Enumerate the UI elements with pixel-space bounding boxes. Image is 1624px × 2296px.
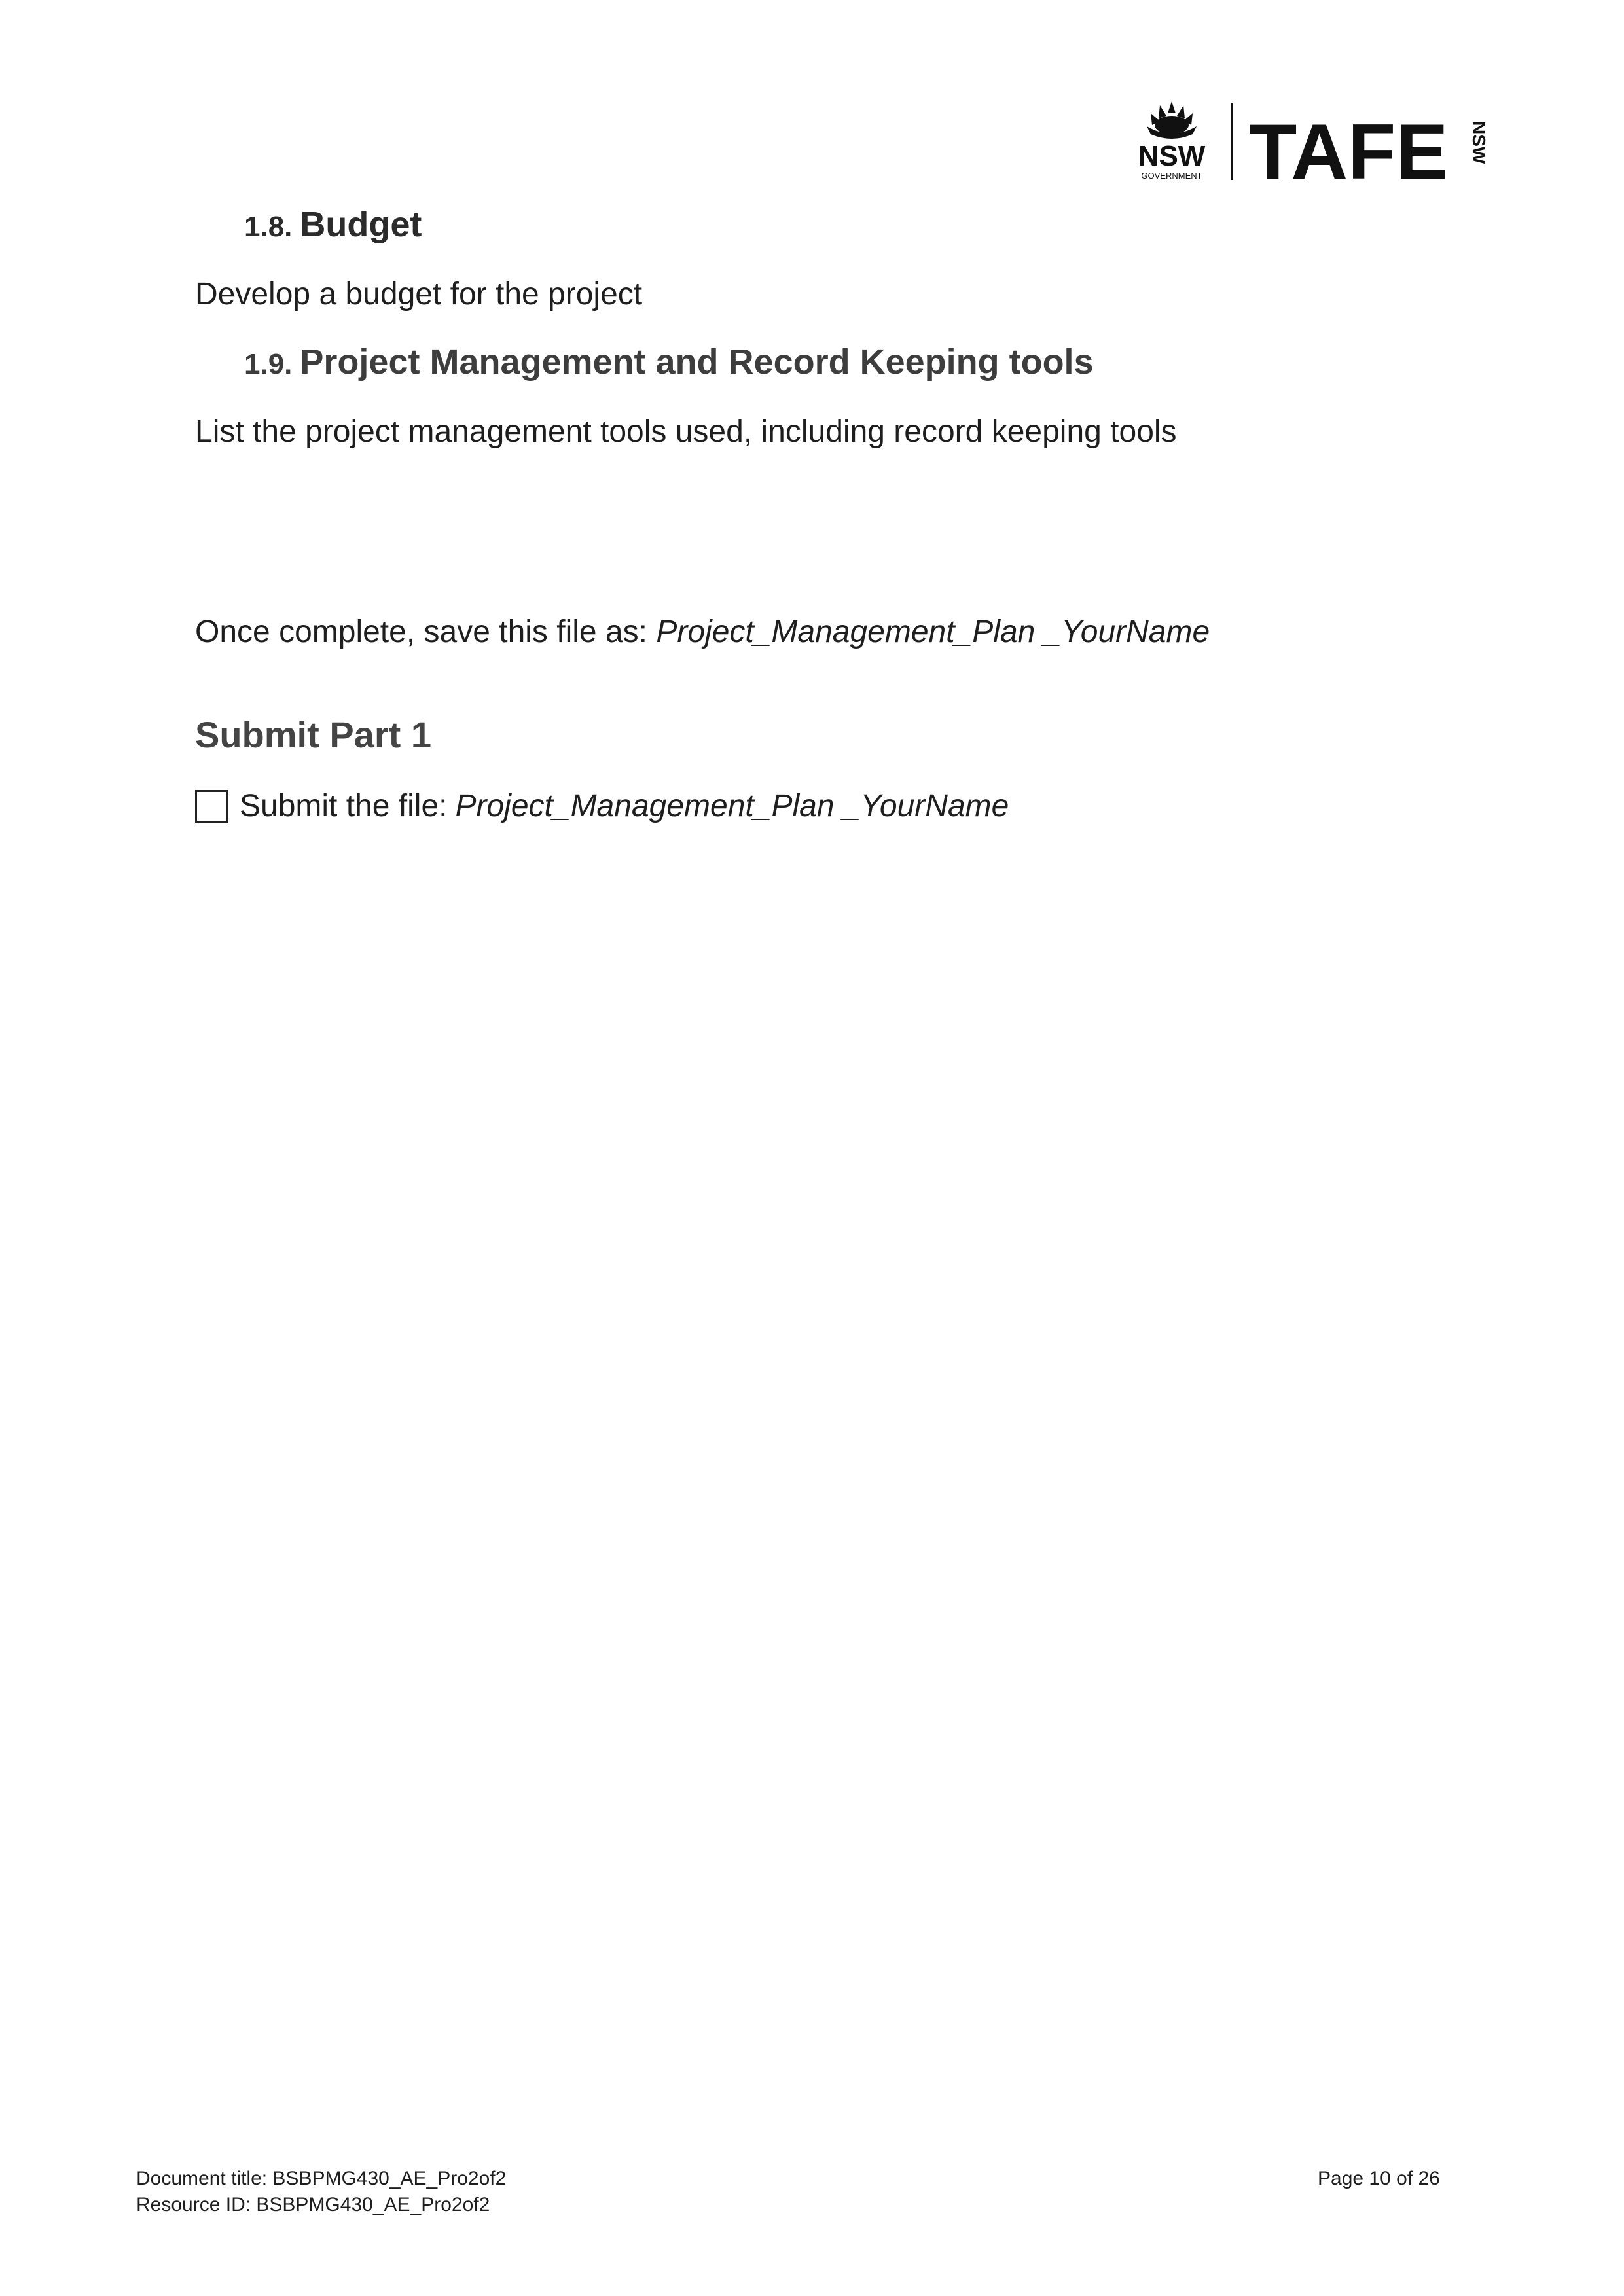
footer-document-title: Document title: BSBPMG430_AE_Pro2of2 xyxy=(136,2168,507,2189)
section-body-pm-tools: List the project management tools used, including record keeping tools xyxy=(195,414,1177,449)
section-number: 1.9. xyxy=(244,348,293,380)
logo-government-text: GOVERNMENT xyxy=(1141,171,1202,181)
footer-resource-id: Resource ID: BSBPMG430_AE_Pro2of2 xyxy=(136,2194,490,2215)
submit-checkbox[interactable] xyxy=(195,790,228,823)
section-heading-pm-tools xyxy=(244,342,1094,382)
waratah-icon xyxy=(1147,101,1197,139)
logo-divider xyxy=(1231,103,1233,180)
save-instruction-prefix: Once complete, save this file as: xyxy=(195,615,657,649)
section-title: Budget xyxy=(300,205,422,244)
save-instruction-filename: Project_Management_Plan _YourName xyxy=(656,615,1210,649)
submit-checkbox-prefix: Submit the file: xyxy=(240,789,448,823)
logo-nsw-text: NSW xyxy=(1138,140,1206,172)
submit-heading: Submit Part 1 xyxy=(195,714,431,755)
section-body-budget: Develop a budget for the project xyxy=(195,277,643,312)
section-title: Project Management and Record Keeping tools xyxy=(300,342,1094,382)
section-number: 1.8. xyxy=(244,211,293,243)
footer-page-number: Page 10 of 26 xyxy=(1318,2168,1440,2189)
submit-checkbox-row[interactable] xyxy=(195,788,1009,824)
logo-tafe-nsw-text: NSW xyxy=(1469,121,1489,164)
save-instruction xyxy=(195,614,1210,650)
submit-checkbox-filename: Project_Management_Plan _YourName xyxy=(455,789,1009,823)
logo-tafe-text: TAFE xyxy=(1249,108,1449,196)
nsw-tafe-logo xyxy=(1132,95,1489,196)
section-heading-budget xyxy=(244,204,422,245)
